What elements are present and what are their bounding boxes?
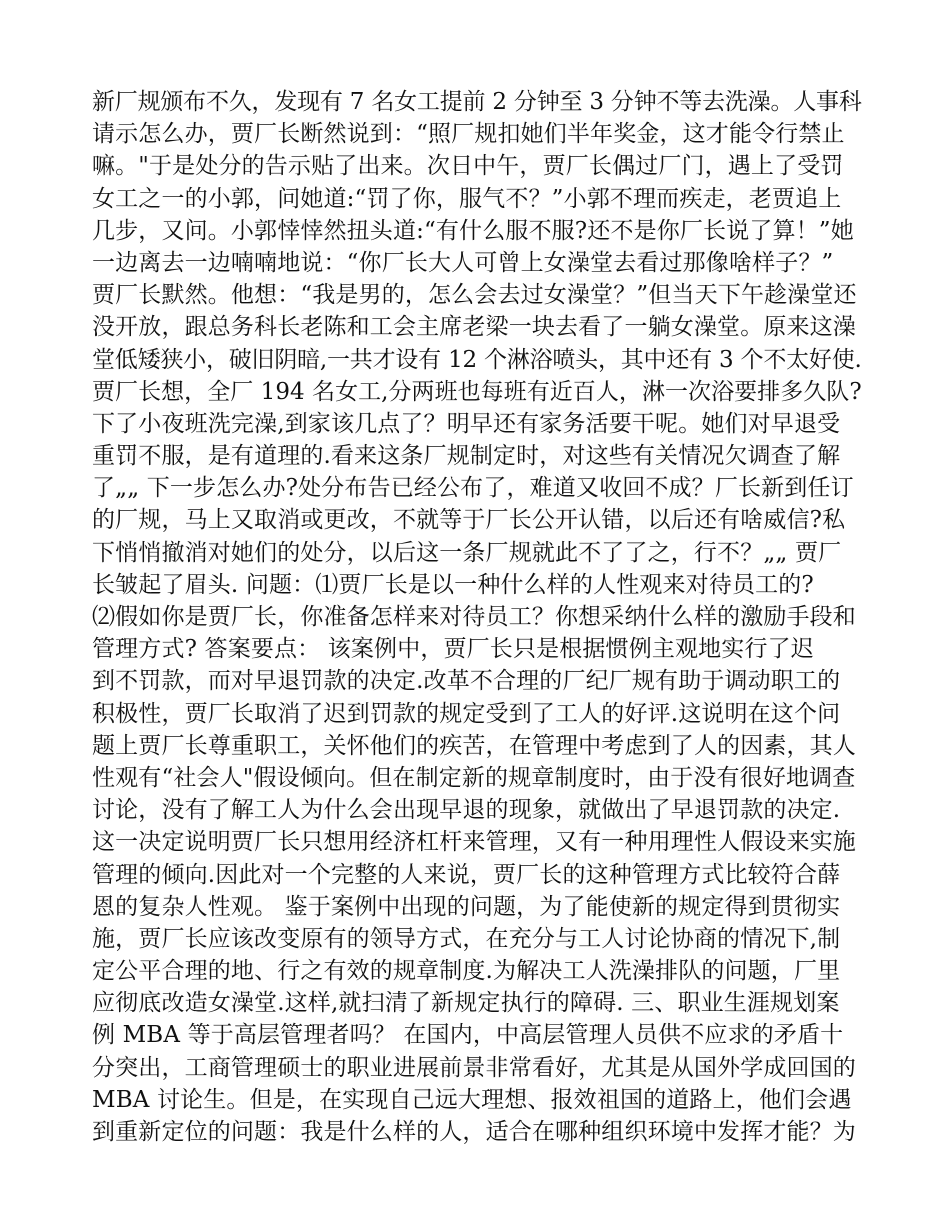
text-line: 性观有“社会人"假设倾向。但在制定新的规章制度时，由于没有很好地调查 [92, 764, 856, 791]
text-line: 管理方式? 答案要点： 该案例中，贾厂长只是根据惯例主观地实行了迟 [92, 636, 814, 663]
text-line: 题上贾厂长尊重职工，关怀他们的疾苦，在管理中考虑到了人的因素，其人 [92, 732, 856, 759]
text-line: 几步，又问。小郭悻悻然扭头道:“有什么服不服?还不是你厂长说了算！”她 [92, 217, 854, 244]
text-line: 例 MBA 等于高层管理者吗？ 在国内，中高层管理人员供不应求的矛盾十 [92, 1022, 844, 1049]
text-line: 下了小夜班洗完澡,到家该几点了？明早还有家务活要干呢。她们对早退受 [92, 410, 841, 437]
text-line: MBA 讨论生。但是，在实现自己远大理想、报效祖国的道路上，他们会遇 [92, 1086, 852, 1113]
text-line: 这一决定说明贾厂长只想用经济杠杆来管理，又有一种用理性人假设来实施 [92, 829, 856, 856]
text-line: 到不罚款，而对早退罚款的决定.改革不合理的厂纪厂规有助于调动职工的 [92, 668, 841, 695]
text-line: ⑵假如你是贾厂长，你准备怎样来对待员工？你想采纳什么样的激励手段和 [92, 604, 856, 630]
text-line: 管理的倾向.因此对一个完整的人来说，贾厂长的这种管理方式比较符合薛 [92, 861, 841, 888]
text-line: 贾厂长想，全厂 194 名女工,分两班也每班有近百人，淋一次浴要排多久队? [92, 378, 862, 405]
text-line: 的厂规，马上又取消或更改，不就等于厂长公开认错，以后还有啥威信?私 [92, 507, 846, 534]
text-line: 新厂规颁布不久，发现有 7 名女工提前 2 分钟至 3 分钟不等去洗澡。人事科 [92, 89, 862, 115]
text-line: 积极性，贾厂长取消了迟到罚款的规定受到了工人的好评.这说明在这个问 [92, 700, 841, 727]
text-line: 没开放，跟总务科长老陈和工会主席老梁一块去看了一躺女澡堂。原来这澡 [92, 314, 856, 341]
text-line: 分突出，工商管理硕士的职业进展前景非常看好，尤其是从国外学成回国的 [92, 1054, 856, 1081]
text-line: 嘛。"于是处分的告示贴了出来。次日中午，贾厂长偶过厂门，遇上了受罚 [92, 153, 844, 180]
text-line: 长皱起了眉头. 问题：⑴贾厂长是以一种什么样的人性观来对待员工的? [92, 571, 814, 598]
text-line: 施，贾厂长应该改变原有的领导方式，在充分与工人讨论协商的情况下,制 [92, 925, 841, 952]
text-line: 女工之一的小郭，问她道:“罚了你，服气不？”小郭不理而疾走，老贾追上 [92, 185, 842, 212]
text-line: 讨论，没有了解工人为什么会出现早退的现象，就做出了早退罚款的决定. [92, 797, 841, 824]
text-line: 应彻底改造女澡堂.这样,就扫清了新规定执行的障碍. 三、职业生涯规划案 [92, 990, 840, 1017]
text-line: 下悄悄撤消对她们的处分，以后这一条厂规就此不了了之，行不？„„ 贾厂 [92, 539, 842, 566]
text-line: 了„„ 下一步怎么办?处分布告已经公布了，难道又收回不成？厂长新到任订 [92, 475, 854, 502]
text-line: 重罚不服，是有道理的.看来这条厂规制定时，对这些有关情况欠调查了解 [92, 443, 841, 470]
text-line: 定公平合理的地、行之有效的规章制度.为解决工人洗澡排队的问题，厂里 [92, 958, 841, 985]
document-body [92, 86, 862, 1148]
text-line: 贾厂长默然。他想：“我是男的，怎么会去过女澡堂？”但当天下午趁澡堂还 [92, 282, 857, 309]
text-line: 恩的复杂人性观。 鉴于案例中出现的问题，为了能使新的规定得到贯彻实 [92, 893, 841, 920]
text-line: 到重新定位的问题：我是什么样的人，适合在哪种组织环境中发挥才能？为 [92, 1119, 856, 1145]
text-line: 请示怎么办，贾厂长断然说到：“照厂规扣她们半年奖金，这才能令行禁止 [92, 121, 845, 148]
text-line: 堂低矮狭小，破旧阴暗,一共才设有 12 个淋浴喷头，其中还有 3 个不太好使. [92, 346, 862, 373]
text-line: 一边离去一边喃喃地说：“你厂长大人可曾上女澡堂去看过那像啥样子？” [92, 249, 834, 276]
